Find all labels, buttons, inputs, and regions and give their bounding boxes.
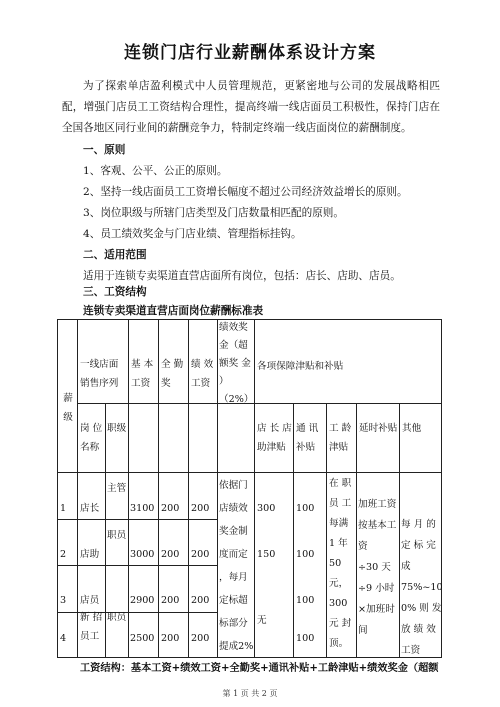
row-level: 主管 bbox=[107, 483, 127, 494]
header-seniority-allowance: 工 龄 津贴 bbox=[329, 423, 352, 453]
row-attendance: 200 bbox=[161, 633, 180, 644]
page-number: 第 1 页 共 2 页 bbox=[222, 689, 278, 698]
manager-allowance-note: 无 bbox=[257, 615, 267, 626]
row-post: 店长 bbox=[80, 503, 100, 514]
header-base-salary: 基 本 工资 bbox=[131, 359, 154, 389]
header-sequence: 一线店面 销售序列 bbox=[80, 359, 119, 389]
row-performance: 200 bbox=[191, 633, 210, 644]
row-post: 店员 bbox=[80, 595, 100, 606]
section-structure-heading: 三、工资结构 bbox=[83, 286, 147, 298]
header-allowances: 各项保障津贴和补贴 bbox=[257, 361, 344, 372]
overtime-note: 加班工资 按基本工 资 ÷30 天 ÷9 小时 ×加班时 间 bbox=[358, 499, 397, 636]
header-manager-allowance: 店 长 店 助津贴 bbox=[257, 423, 292, 453]
row-performance: 200 bbox=[191, 595, 210, 606]
header-performance-salary: 绩 效 工资 bbox=[191, 359, 214, 389]
header-overtime: 延时补贴 bbox=[359, 423, 398, 434]
row-grade: 2 bbox=[60, 549, 67, 560]
bonus-note: 依据门 店绩效 奖金制 度而定 ，每月 定标超 标部分 提成2% bbox=[219, 480, 254, 652]
row-attendance: 200 bbox=[161, 503, 180, 514]
row-level: 职员 bbox=[107, 530, 127, 541]
row-level: 职员 bbox=[107, 612, 127, 623]
table-caption: 连锁专卖渠道直营店面岗位薪酬标准表 bbox=[83, 305, 264, 317]
row-base: 2900 bbox=[130, 595, 155, 606]
principle-item: 1、客观、公平、公正的原则。 bbox=[83, 165, 228, 177]
section-principles-heading: 一、原则 bbox=[83, 144, 126, 156]
row-base: 2500 bbox=[130, 633, 155, 644]
row-manager-allowance: 150 bbox=[257, 549, 276, 560]
row-performance: 200 bbox=[191, 503, 210, 514]
salary-standard-table bbox=[57, 319, 442, 657]
principle-item: 2、坚持一线店面员工工资增长幅度不超过公司经济效益增长的原则。 bbox=[83, 186, 408, 198]
header-attendance-bonus: 全 勤 奖 bbox=[161, 359, 184, 389]
salary-structure-formula: 工资结构：基本工资+绩效工资+全勤奖+通讯补贴+工龄津贴+绩效奖金（超额 bbox=[80, 663, 439, 674]
header-performance-bonus: 绩效奖 金（超 额奖 金 ） （2%） bbox=[219, 322, 254, 405]
row-post: 新 招 员工 bbox=[80, 612, 103, 642]
document-title: 连锁门店行业薪酬体系设计方案 bbox=[124, 43, 376, 63]
principle-item: 3、岗位职级与所辖门店类型及门店数量相匹配的原则。 bbox=[83, 207, 344, 219]
header-post-name: 岗 位 名称 bbox=[80, 423, 103, 453]
section-scope-heading: 二、适用范围 bbox=[83, 249, 147, 261]
row-comm: 100 bbox=[296, 595, 315, 606]
header-comm-allowance: 通 讯 补贴 bbox=[296, 423, 319, 453]
header-grade: 薪级 bbox=[63, 393, 73, 423]
header-other: 其他 bbox=[402, 423, 422, 434]
row-performance: 200 bbox=[191, 549, 210, 560]
principle-item: 4、员工绩效奖金与门店业绩、管理指标挂钩。 bbox=[83, 228, 302, 240]
row-comm: 100 bbox=[296, 503, 315, 514]
row-attendance: 200 bbox=[161, 549, 180, 560]
row-comm: 100 bbox=[296, 633, 315, 644]
row-base: 3000 bbox=[130, 549, 155, 560]
intro-paragraph: 为了探索单店盈利模式中人员管理规范，更紧密地与公司的发展战略相匹配，增强门店员工工资结构合理性，提高终端一线店面员工积极性，保持门店在全国各地区同行业间的薪酬竞争力，特制定终端一线店面岗位的薪酬制度。 bbox=[62, 80, 440, 134]
row-grade: 4 bbox=[60, 633, 67, 644]
row-attendance: 200 bbox=[161, 595, 180, 606]
row-comm: 100 bbox=[296, 549, 315, 560]
row-manager-allowance: 300 bbox=[257, 503, 276, 514]
row-grade: 3 bbox=[60, 595, 67, 606]
other-note: 每 月 的 定 标 完 成 75%~10 0% 则 发 放 绩 效 工资 bbox=[401, 519, 443, 656]
row-grade: 1 bbox=[60, 503, 67, 514]
row-base: 3100 bbox=[130, 503, 155, 514]
row-post: 店助 bbox=[80, 549, 100, 560]
header-level: 职级 bbox=[107, 423, 127, 434]
seniority-note: 在 职 员 工 每满 1 年 50 元， 300 元 封 顶。 bbox=[329, 478, 352, 649]
scope-text: 适用于连锁专卖渠道直营店面所有岗位，包括：店长、店助、店员。 bbox=[83, 270, 401, 282]
